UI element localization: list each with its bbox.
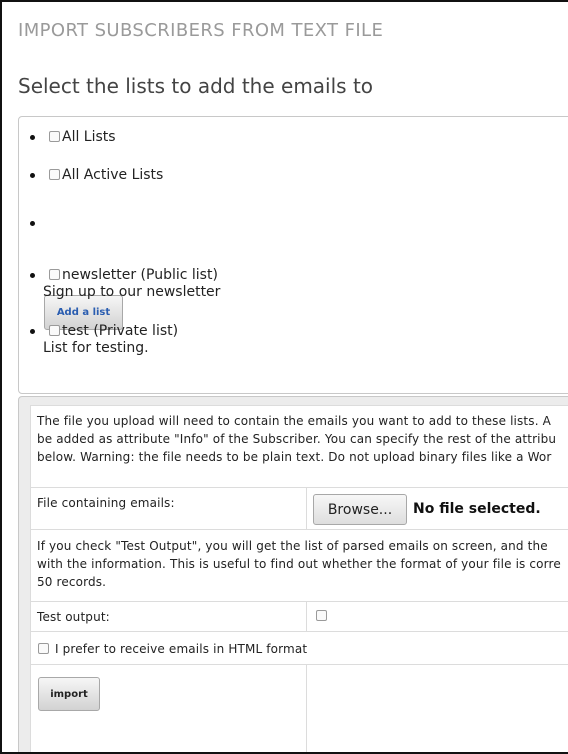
intro-line-3: below. Warning: the file needs to be plain text. Do not upload binary files like a Wor bbox=[37, 450, 552, 464]
add-list-button[interactable]: Add a list bbox=[44, 295, 123, 330]
list-item-all-active-lists[interactable] bbox=[49, 167, 163, 183]
all-lists-checkbox[interactable] bbox=[49, 131, 60, 142]
browse-button[interactable]: Browse... bbox=[313, 494, 407, 525]
test-info-text bbox=[37, 537, 568, 591]
list-item-all-lists[interactable] bbox=[49, 129, 116, 145]
lists-box bbox=[18, 116, 568, 394]
column-divider bbox=[306, 602, 307, 632]
upload-panel bbox=[18, 396, 568, 754]
page-heading: IMPORT SUBSCRIBERS FROM TEXT FILE bbox=[18, 20, 384, 41]
import-row bbox=[31, 665, 568, 754]
all-active-lists-checkbox[interactable] bbox=[49, 169, 60, 180]
intro-text bbox=[37, 412, 568, 466]
test-output-checkbox[interactable] bbox=[316, 610, 327, 621]
html-pref-label: I prefer to receive emails in HTML format bbox=[55, 642, 308, 656]
test-list-description: List for testing. bbox=[43, 340, 149, 356]
all-active-lists-label: All Active Lists bbox=[62, 167, 164, 183]
test-output-label: Test output: bbox=[37, 610, 110, 624]
test-info-line-2: with the information. This is useful to find out whether the format of your file is corre bbox=[37, 557, 561, 571]
bullet-icon bbox=[30, 221, 35, 226]
upload-form-table bbox=[30, 405, 568, 754]
test-info-row bbox=[31, 530, 568, 602]
test-list-label: test (Private list) bbox=[62, 323, 179, 339]
newsletter-checkbox[interactable] bbox=[49, 269, 60, 280]
intro-line-2: be added as attribute "Info" of the Subscriber. You can specify the rest of the attribu bbox=[37, 432, 557, 446]
intro-row bbox=[31, 406, 568, 488]
column-divider bbox=[306, 488, 307, 530]
file-row bbox=[31, 488, 568, 530]
bullet-icon bbox=[30, 135, 35, 140]
bullet-icon bbox=[30, 173, 35, 178]
all-lists-label: All Lists bbox=[62, 129, 116, 145]
list-item-test[interactable] bbox=[43, 323, 179, 356]
no-file-text: No file selected. bbox=[413, 501, 541, 517]
column-divider bbox=[306, 665, 307, 754]
html-pref-row bbox=[31, 632, 568, 665]
import-button[interactable]: import bbox=[38, 677, 100, 711]
file-label: File containing emails: bbox=[37, 496, 175, 510]
test-list-checkbox[interactable] bbox=[49, 325, 60, 336]
test-info-line-1: If you check "Test Output", you will get the list of parsed emails on screen, and the bbox=[37, 539, 548, 553]
list-item-newsletter[interactable] bbox=[43, 267, 221, 300]
newsletter-description: Sign up to our newsletter bbox=[43, 284, 221, 300]
html-pref-checkbox[interactable] bbox=[38, 643, 49, 654]
bullet-icon bbox=[30, 273, 35, 278]
test-info-line-3: 50 records. bbox=[37, 575, 107, 589]
intro-line-1: The file you upload will need to contain the emails you want to add to these lists. A bbox=[37, 414, 551, 428]
section-title: Select the lists to add the emails to bbox=[18, 74, 374, 98]
bullet-icon bbox=[30, 329, 35, 334]
newsletter-label: newsletter (Public list) bbox=[62, 267, 218, 283]
test-output-row bbox=[31, 602, 568, 632]
